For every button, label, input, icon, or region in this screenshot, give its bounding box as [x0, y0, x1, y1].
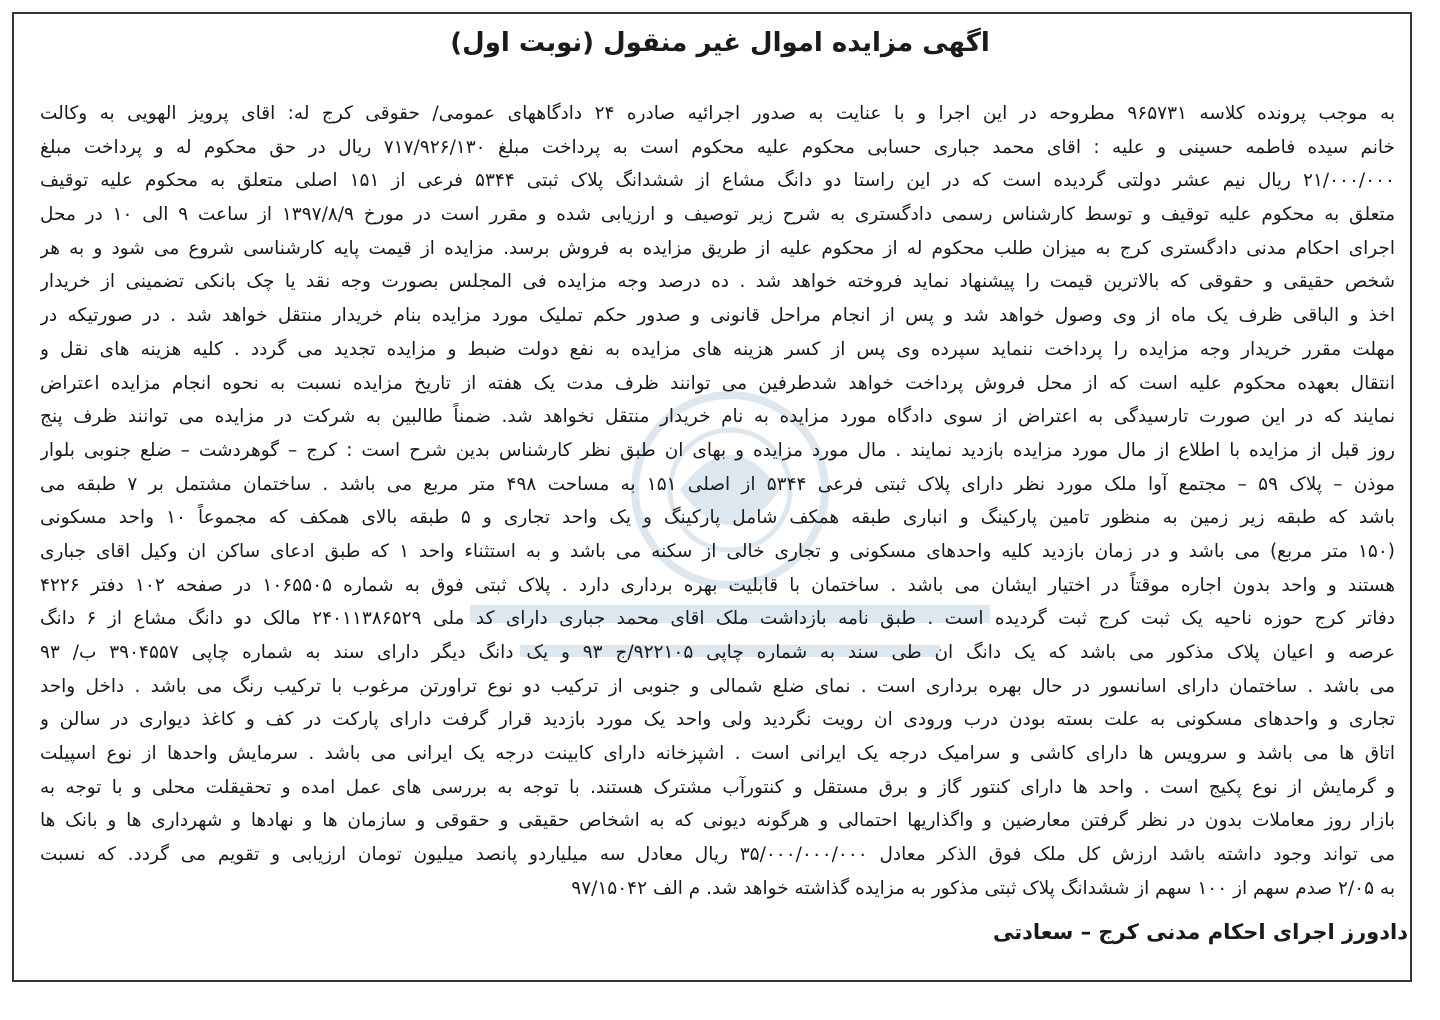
body-line: مهلت مقرر خریدار وجه مزایده را پرداخت ننماید سپرده وی پس از کسر هزینه های مزایده به نفع دولت ضبط و مزایده تجدید می گردد . کلیه هزینه های نقل و [40, 338, 1395, 360]
body-line: می تواند وجود داشته باشد ارزش کل ملک فوق الذکر معادل ۳۵/۰۰۰/۰۰۰/۰۰۰ ریال معادل سه میلیاردو پانصد میلیون تومان ارزیابی و تقویم می گردد. که نسبت [40, 844, 1395, 866]
body-line: ۲۱/۰۰۰/۰۰۰ ریال نیم عشر دولتی گردیده است که در این راستا دو دانگ مشاع از ششدانگ پلاک ثبتی ۵۳۴۴ فرعی از ۱۵۱ اصلی متعلق به محکوم علیه توقیف [40, 170, 1395, 192]
body-line: موذن – پلاک ۵۹ – مجتمع آوا ملک مورد نظر دارای پلاک ثبتی فرعی ۵۳۴۴ از اصلی ۱۵۱ به مساحت ۴۹۸ متر مربع می باشد . ساختمان مشتمل بر ۷ طبقه می [40, 473, 1395, 495]
body-line: اجرای احکام مدنی دادگستری کرج به میزان طلب محکوم له از محکوم علیه از طریق مزایده به فروش برسد. مزایده از قیمت پایه کارشناسی شروع می شود و به هر [40, 237, 1395, 259]
notice-body [40, 97, 1395, 906]
body-line: انتقال بعهده محکوم علیه است که از محل فروش پرداخت خواهد شدطرفین می توانند ظرف مدت یک هفته از تاریخ مزایده نسبت به نحوه انجام مزایده اعتراض [40, 372, 1395, 394]
body-line: شخص حقیقی و حقوقی که بالاترین قیمت را پیشنهاد نماید فروخته خواهد شد . ده درصد وجه مزایده فی المجلس بصورت وجه نقد یا چک بانکی تضمینی از خریدار [40, 271, 1395, 293]
body-line: تجاری و واحدهای مسکونی به علت بسته بودن درب ورودی ان رویت نگردید ولی واحد یک مورد بازدید قرار گرفت دارای پارکت در کف و کاغذ دیواری در سالن و [40, 709, 1395, 731]
body-line: می باشد . ساختمان دارای اسانسور در حال بهره برداری است . نمای ضلع شمالی و جنوبی از ترکیب دو نوع تراورتن مرغوب با ترکیب رنگ می باشد . داخل واحد [40, 675, 1395, 697]
body-line: هستند و واحد بدون اجاره موقتاً در اختیار ایشان می باشد . ساختمان با قابلیت بهره برداری دارد . پلاک ثبتی فوق به شماره ۱۰۶۵۵۰۵ در صفحه ۱۰۲ دفتر ۴۲۲۶ [40, 574, 1395, 596]
body-line: نمایند که در این صورت تارسیدگی به اعتراض از سوی دادگاه مورد مزایده به نام خریدار منتقل نخواهد شد. ضمناً طالبین به شرکت در مزایده می توانند ظرف پنج [40, 406, 1395, 428]
body-line: به موجب پرونده کلاسه ۹۶۵۷۳۱ مطروحه در این اجرا و با عنایت به صدور اجرائیه صادره ۲۴ دادگاههای عمومی/ حقوقی کرج له: اقای پرویز الهویی به وکالت [40, 103, 1395, 124]
body-line: باشد که طبقه زیر زمین به منظور تامین پارکینگ و انباری طبقه همکف شامل پارکینگ و یک واحد تجاری و ۵ طبقه بالای همکف که مجموعاً ۱۰ واحد مسکونی [40, 507, 1395, 529]
body-line: خانم سیده فاطمه حسینی و علیه : اقای محمد جباری حسابی محکوم علیه محکوم است به پرداخت مبلغ ۷۱۷/۹۲۶/۱۳۰ ریال در حق محکوم له و پرداخت مبلغ [40, 136, 1395, 158]
body-line: متعلق به محکوم علیه توقیف و توسط کارشناس رسمی دادگستری به شرح زیر توصیف و ارزیابی شده و مقرر است در مورخ ۱۳۹۷/۸/۹ از ساعت ۹ الی ۱۰ در محل [40, 204, 1395, 226]
body-line: عرصه و اعیان پلاک مذکور می باشد که یک دانگ ان طی سند به شماره چاپی ۹۲۲۱۰۵/ج ۹۳ و یک دانگ دیگر دارای سند به شماره چاپی ۳۹۰۴۵۵۷ ب/ ۹۳ [40, 642, 1395, 663]
body-line: روز قبل از مزایده با اطلاع از مال مورد مزایده بازدید نمایند . مال مورد مزایده و بهای ان طبق نظر کارشناس بدین شرح است : کرج – گوهردشت – ضلع جنوبی بلوار [40, 439, 1395, 461]
body-line: اخذ و الباقی ظرف یک ماه از وی وصول خواهد شد و پس از انجام مراحل قانونی و صدور حکم تملیک مورد مزایده بنام خریدار منتقل خواهد شد . در صورتیکه در [40, 305, 1395, 327]
body-line: (۱۵۰ متر مربع) می باشد و در زمان بازدید کلیه واحدهای مسکونی و تجاری خالی از سکنه می باشد و به استثناء واحد ۱ که طبق ادعای ساکن ان وکیل اقای جباری [40, 540, 1395, 562]
signature: دادورز اجرای احکام مدنی کرج – سعادتی [993, 920, 1408, 944]
body-line: اتاق ها می باشد و سرویس ها دارای کاشی و سرامیک درجه یک ایرانی است . اشپزخانه دارای کابینت درجه یک ایرانی می باشد . سرمایش واحدها از نوع اسپیلت [40, 743, 1395, 765]
notice-title: اگهی مزایده اموال غیر منقول (نوبت اول) [450, 28, 990, 58]
body-line: دفاتر کرج حوزه ناحیه یک ثبت کرج ثبت گردیده است . طبق نامه بازداشت ملک اقای محمد جباری دارای کد ملی ۲۴۰۱۱۳۸۶۵۲۹ مالک دو دانگ مشاع از ۶ دانگ [40, 608, 1395, 630]
body-line: و گرمایش از نوع پکیج است . واحد ها دارای کنتور گاز و برق مستقل و کنتورآب مشترک هستند. با توجه به بررسی های عمل امده و تحقیقلت محلی و با توجه به [40, 776, 1395, 798]
body-line-last: به ۲/۰۵ صدم سهم از ۱۰۰ سهم از ششدانگ پلاک ثبتی مذکور به مزایده گذاشته خواهد شد. م الف ۹۷/۱۵۰۴۲ [571, 877, 1395, 899]
body-line: بازار روز معاملات بدون در نظر گرفتن معارضین و واگذاریها احتمالی و هرگونه دیونی که به اشخاص حقیقی و حقوقی و سازمان ها و نهادها و شهرداری ها و بانک ها [40, 810, 1395, 832]
